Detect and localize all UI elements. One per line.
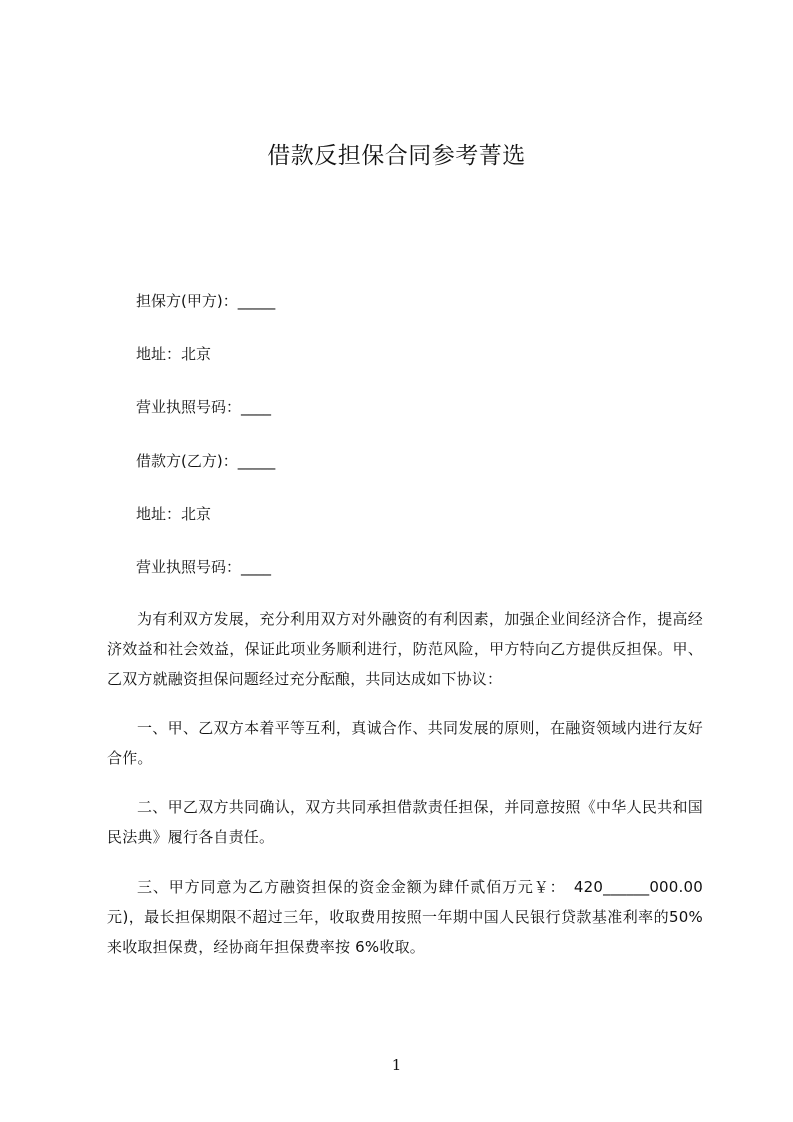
guarantor-license-field: 营业执照号码：____ (136, 398, 272, 416)
clause-three-paragraph: 三、甲方同意为乙方融资担保的资金金额为肆仟贰佰万元￥： 420______000.00元)，最长担保期限不超过三年，收取费用按照一年期中国人民银行贷款基准利率的50%来收取担保费，经协商年担保费率按 6%收取。 (107, 878, 703, 956)
guarantor-address-field: 地址：北京 (136, 345, 212, 363)
borrower-license-field: 营业执照号码：____ (136, 558, 272, 576)
borrower-party-field: 借款方(乙方)：_____ (136, 452, 276, 470)
intro-paragraph: 为有利双方发展，充分利用双方对外融资的有利因素，加强企业间经济合作，提高经济效益和社会效益，保证此项业务顺利进行，防范风险，甲方特向乙方提供反担保。甲、乙双方就融资担保问题经过充分酝酿，共同达成如下协议： (107, 610, 703, 688)
borrower-address-field: 地址：北京 (136, 505, 212, 523)
clause-one-paragraph: 一、甲、乙双方本着平等互利，真诚合作、共同发展的原则，在融资领域内进行友好合作。 (107, 719, 703, 767)
clause-two-paragraph: 二、甲乙双方共同确认，双方共同承担借款责任担保，并同意按照《中华人民共和国民法典》履行各自责任。 (107, 798, 703, 846)
document-title: 借款反担保合同参考菁选 (267, 143, 526, 169)
page-number: 1 (391, 1056, 402, 1074)
guarantor-party-field: 担保方(甲方)：_____ (136, 292, 276, 310)
